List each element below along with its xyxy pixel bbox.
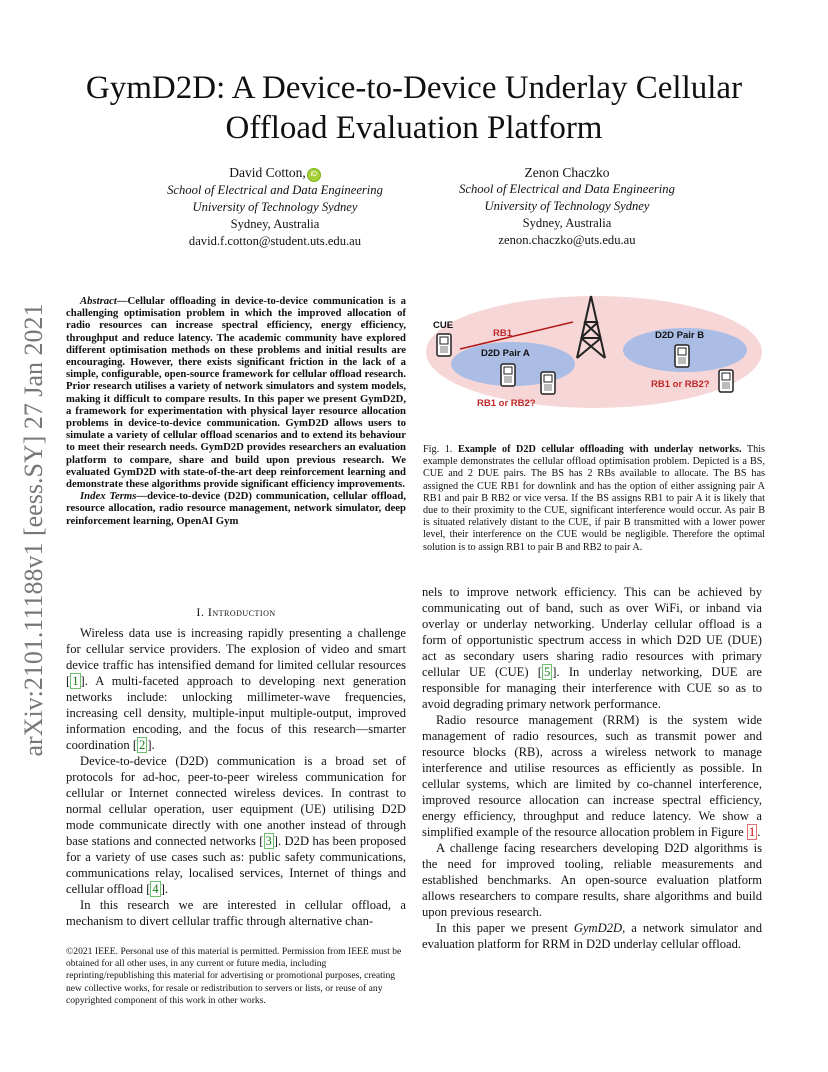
text-run: In this paper we present	[436, 921, 574, 935]
index-terms-label: Index Terms	[80, 490, 137, 503]
paragraph: Device-to-device (D2D) communication is a broad set of protocols for ad-hoc, peer-to-peer wireless communication for cellular or Internet connected wireless devices. In contrast to normal cellular operation, user equipment (UE) utilising D2D mode communicate directly with one another instead of through base stations and connected networks [ 3 ]. D2D has been proposed for a variety of use cases such as: public safety communications, communications relay, localised services, Internet of things and cellular offload [ 4 ].	[66, 754, 406, 896]
pair-a-rb-label: RB1 or RB2?	[477, 398, 536, 408]
emphasis-text: GymD2D	[573, 921, 623, 935]
title-line-1: GymD2D: A Device-to-Device Underlay Cellular	[85, 70, 743, 106]
author-org: University of Technology Sydney	[484, 199, 650, 213]
right-column-body	[422, 584, 762, 952]
citation-link[interactable]: 4	[152, 882, 159, 896]
paragraph: Wireless data use is increasing rapidly presenting a challenge for cellular service providers. The explosion of video and smart device traffic has intensified demand for limited cellular resources [ 1 ]. A multi-faceted approach to developing next generation networks include: unlocking millimeter-wave frequencies, increasing cell density, multiple-input multiple-output, improved information encoding, and the focus of this research—smarter coordination [ 2 ].	[66, 626, 406, 752]
caption-label: Fig. 1.	[423, 444, 453, 455]
text-run: .	[151, 738, 155, 752]
pair-a-tx-phone-icon	[501, 364, 515, 386]
citation-link[interactable]: 3	[265, 834, 272, 848]
text-run: ]. In underlay networking, DUE are responsible for managing their interference with CUE so as to avoid degrading primary network performance.	[422, 665, 762, 711]
author-email[interactable]: david.f.cotton@student.uts.edu.au	[188, 234, 362, 248]
citation-link[interactable]: 1	[72, 674, 79, 688]
figure-1	[423, 292, 765, 408]
author-location: Sydney, Australia	[230, 217, 320, 231]
author-block-2	[412, 164, 722, 249]
paragraph: A challenge facing researchers developing D2D algorithms is the need for improved tooling, reliable measurements and established benchmarks. An open-source evaluation platform allows researchers to compare results, share algorithms and build upon previous research.	[422, 841, 762, 919]
citation-link[interactable]: 2	[139, 738, 146, 752]
text-run: .	[757, 825, 761, 839]
pair-a-rx-phone-icon	[541, 372, 555, 394]
arxiv-identifier: arXiv:2101.11188v1 [eess.SY] 27 Jan 2021	[19, 303, 48, 757]
citation-link[interactable]: 5	[543, 665, 551, 679]
abstract	[66, 295, 406, 527]
text-run: .	[164, 882, 169, 896]
author-name: Zenon Chaczko	[524, 165, 610, 180]
pair-a-label: D2D Pair A	[481, 348, 530, 359]
text-run: Wireless data use is increasing rapidly presenting a challenge for cellular service providers. The explosion of video and smart device traffic has intensified demand for limited cellular resources	[66, 626, 406, 672]
orcid-icon[interactable]: iD	[307, 168, 321, 182]
author-dept: School of Electrical and Data Engineering	[459, 182, 675, 196]
abstract-text: —Cellular offloading in device-to-device communication is a challenging optimisation problem in which the improved allocation of radio resources can increase spectral efficiency, energy efficiency, throughput and reduce latency. The academic community have explored different optimisation methods on these problems and initial results are encouraging. However, there exists significant friction in the lack of a simple, configurable, open-source framework for cellular offload research. Prior research utilises a variety of network simulators and system models, making it difficult to compare results. In this paper we present GymD2D, a framework for experimentation with physical layer resource allocation problems in device-to-device communication. GymD2D allows users to simulate a variety of cellular offload scenarios and to extend its behaviour to meet their research needs. GymD2D provides researchers an evaluation platform to compare, share and build upon previous research. We evaluated GymD2D with state-of-the-art deep reinforcement learning and demonstrate these algorithms provide significant efficiency improvements.	[66, 295, 406, 491]
rb1-label: RB1	[493, 328, 513, 339]
paragraph	[422, 712, 762, 840]
pair-b-tx-phone-icon	[675, 345, 689, 367]
pair-b-rx-phone-icon	[719, 370, 733, 392]
paragraph	[422, 584, 762, 712]
text-run: Radio resource management (RRM) is the system wide management of radio resources, such as transmit power and resource blocks (RB), across a wireless network to manage interference and utilise resources as efficiently as possible. In cellular systems, which are limited by co-channel interference, improved resource allocation can increase spectral efficiency, energy efficiency, throughput and reduce latency. We show a simplified example of the resource allocation problem in Figure	[422, 713, 762, 839]
index-terms-text: —device-to-device (D2D) communication, cellular offload, resource allocation, radio resource management, network simulator, deep reinforcement learning, OpenAI Gym	[66, 490, 406, 527]
paragraph	[422, 920, 762, 952]
copyright-footnote: ©2021 IEEE. Personal use of this material is permitted. Permission from IEEE must be obtained for all other uses, in any current or future media, including reprinting/republishing this material for advertising or promotional purposes, creating new collective works, for resale or redistribution to servers or lists, or reuse of any copyrighted component of this work in other works.	[66, 946, 402, 1006]
abstract-label: Abstract	[80, 295, 117, 307]
paragraph: In this research we are interested in cellular offload, a mechanism to divert cellular traffic through alternative chan-	[66, 898, 406, 928]
caption-title: Example of D2D cellular offloading with underlay networks.	[457, 444, 742, 455]
section-heading	[66, 605, 406, 620]
text-run: . D2D has been proposed for a variety of use cases such as: public safety communications, communications relay, localised services, Internet of things and cellular offload	[66, 834, 406, 896]
section-title: Introduction	[207, 605, 276, 619]
cue-label: CUE	[433, 320, 454, 331]
pair-b-rb-label: RB1 or RB2?	[651, 379, 710, 390]
d2d-diagram	[423, 292, 765, 408]
author-dept: School of Electrical and Data Engineering	[167, 183, 383, 197]
text-run: . A multi-faceted approach to developing next generation networks include: unlocking millimeter-wave frequencies, increasing cell density, multiple-input multiple-output, improved information encoding, and the focus of this research—smarter coordination	[66, 674, 406, 752]
text-run: , a network simulator and evaluation platform for RRM in D2D underlay cellular offload.	[422, 921, 762, 951]
text-run: Device-to-device (D2D) communication is a broad set of protocols for ad-hoc, peer-to-peer wireless communication for cellular or Internet connected wireless devices. In contrast to normal cellular operation, user equipment (UE) utilising D2D mode communicate directly with one another instead of through base stations and connected networks	[66, 754, 406, 848]
pair-b-label: D2D Pair B	[655, 330, 705, 341]
text-run: nels to improve network efficiency. This can be achieved by communicating out of band, such as over WiFi, or inband via overlay or underlay networking. Underlay cellular offload is a form of opportunistic spectrum access in which D2D UE (DUE) act as secondary users sharing radio resources with primary cellular UE (CUE) [	[422, 585, 762, 679]
author-name: David Cotton,	[229, 165, 306, 180]
paper-title	[40, 68, 788, 148]
title-line-2: Offload Evaluation Platform	[225, 110, 603, 146]
figure-link[interactable]: 1	[748, 825, 756, 839]
author-block-1	[120, 164, 430, 250]
cue-phone-icon	[437, 334, 451, 356]
arxiv-sidebar	[4, 270, 64, 790]
author-location: Sydney, Australia	[522, 216, 612, 230]
caption-text: This example demonstrates the cellular offload optimisation problem. Depicted is a BS, CUE and 2 DUE pairs. The BS has 2 RBs available to allocate. The BS has assigned the CUE RB1 for downlink and has the option of either assigning pair A RB1 and pair B RB2 or vice versa. If the BS assigns RB1 to pair A it is likely that due to their proximity to the CUE, significant interference would occur. As pair B is situated relatively distant to the CUE, if pair B transmitted with a lower power level, their interference on the CUE would be negligible. Therefore the optimal solution is to assign RB1 to pair B and RB2 to pair A.	[423, 444, 766, 553]
figure-caption	[423, 444, 765, 554]
section-number: I.	[196, 605, 205, 619]
author-email[interactable]: zenon.chaczko@uts.edu.au	[498, 233, 636, 247]
author-org: University of Technology Sydney	[192, 200, 358, 214]
left-column-body	[66, 625, 406, 929]
